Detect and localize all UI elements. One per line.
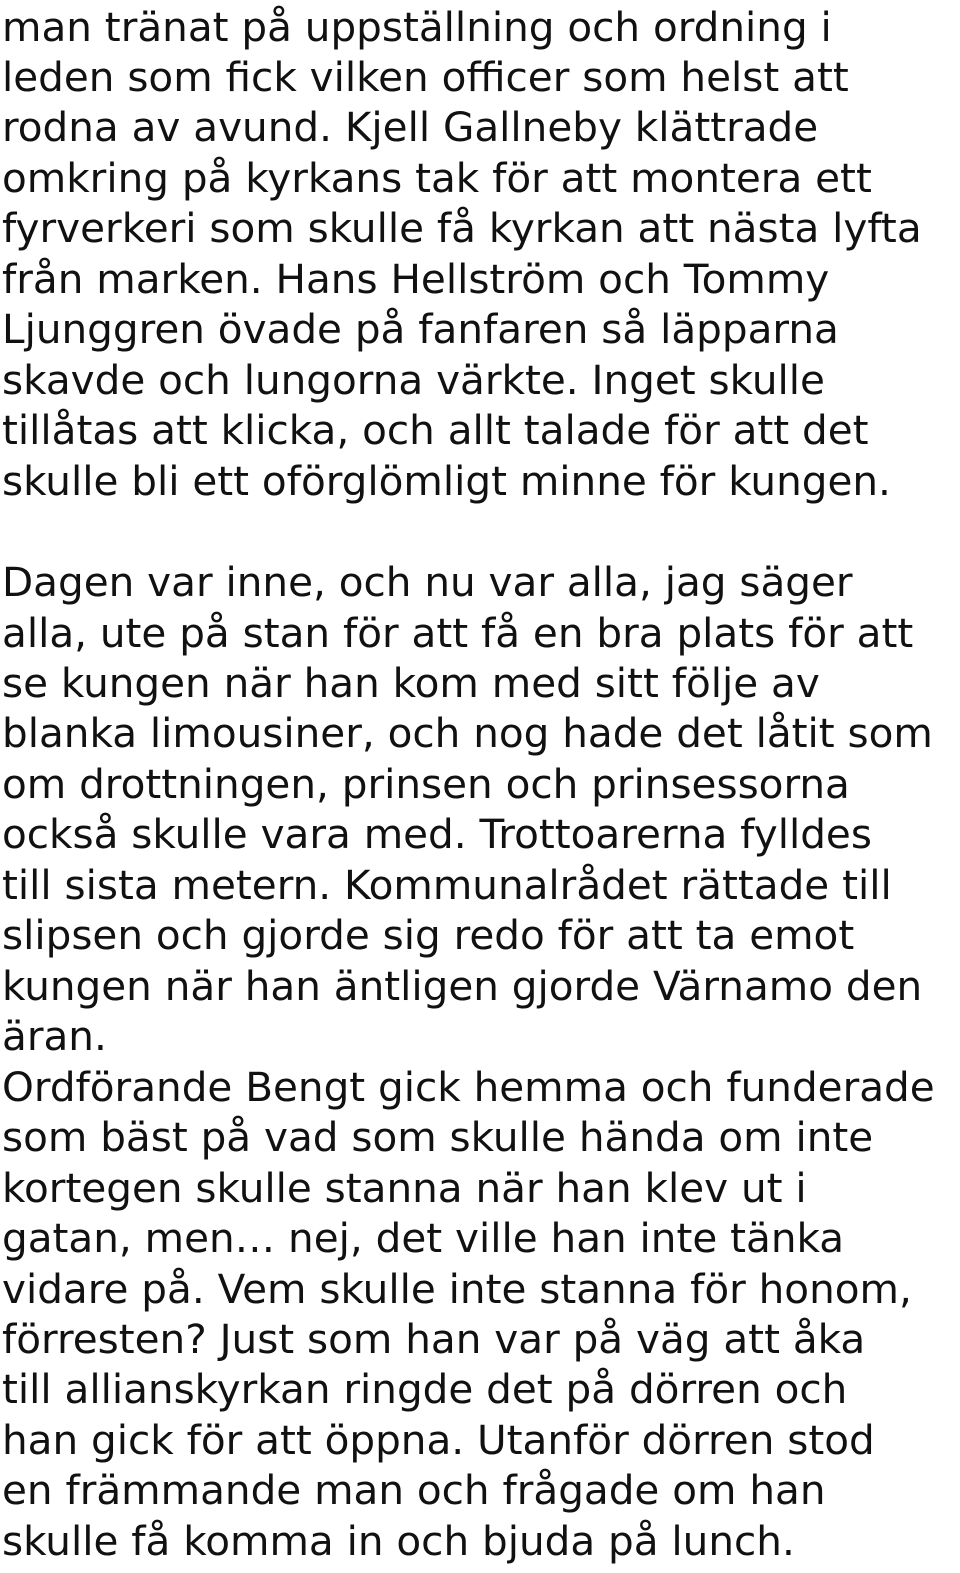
text-line: Ljunggren övade på fanfaren så läpparna [2,305,839,353]
text-line: från marken. Hans Hellström och Tommy [2,255,830,303]
text-line: Ordförande Bengt gick hemma och funderade [2,1063,935,1111]
text-line: alla, ute på stan för att få en bra plats för att [2,609,914,657]
text-line: han gick för att öppna. Utanför dörren stod [2,1416,875,1464]
text-line: skulle få komma in och bjuda på lunch. [2,1517,795,1565]
text-line: till allianskyrkan ringde det på dörren och [2,1365,848,1413]
text-line: man tränat på uppställning och ordning i [2,3,832,51]
text-line: tillåtas att klicka, och allt talade för att det [2,406,869,454]
text-line: också skulle vara med. Trottoarerna fylldes [2,810,872,858]
text-line: Dagen var inne, och nu var alla, jag säger [2,558,853,606]
text-line: fyrverkeri som skulle få kyrkan att nästa lyfta [2,204,922,252]
text-line: slipsen och gjorde sig redo för att ta emot [2,911,855,959]
text-line: gatan, men… nej, det ville han inte tänka [2,1214,845,1262]
text-line: kortegen skulle stanna när han klev ut i [2,1164,807,1212]
text-line: vidare på. Vem skulle inte stanna för honom, [2,1265,912,1313]
text-line: se kungen när han kom med sitt följe av [2,659,820,707]
text-line: till sista metern. Kommunalrådet rättade till [2,861,892,909]
text-line: rodna av avund. Kjell Gallneby klättrade [2,103,819,151]
text-line: förresten? Just som han var på väg att åka [2,1315,866,1363]
text-line: som bäst på vad som skulle hända om inte [2,1113,874,1161]
text-line: kungen när han äntligen gjorde Värnamo den [2,962,923,1010]
text-line: skulle bli ett oförglömligt minne för kungen. [2,457,891,505]
text-line: en främmande man och frågade om han [2,1466,826,1514]
text-line: omkring på kyrkans tak för att montera ett [2,154,872,202]
text-line: äran. [2,1012,107,1060]
text-line: skavde och lungorna värkte. Inget skulle [2,356,825,404]
text-line: blanka limousiner, och nog hade det låtit som [2,709,933,757]
text-line: leden som fick vilken officer som helst att [2,53,849,101]
text-line: om drottningen, prinsen och prinsessorna [2,760,850,808]
